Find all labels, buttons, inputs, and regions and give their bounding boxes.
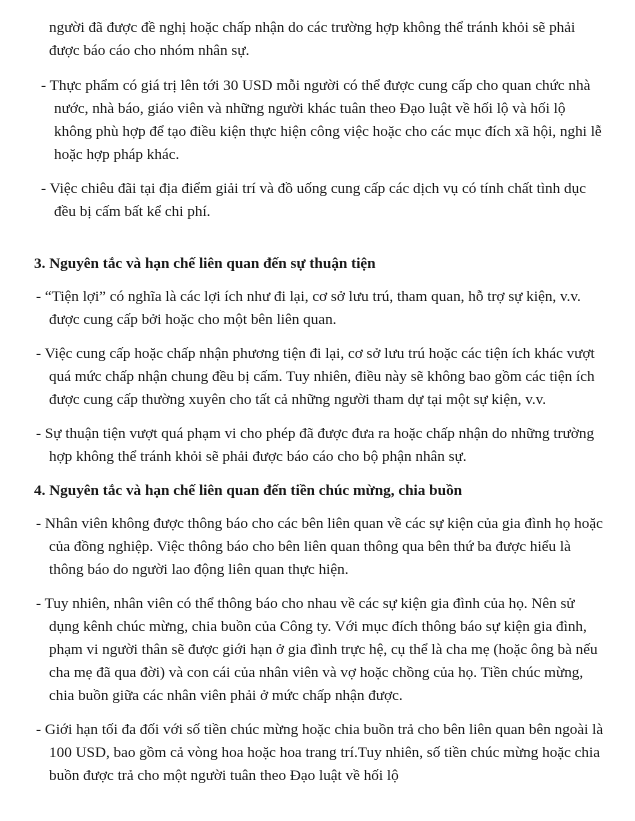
list-item: - Nhân viên không được thông báo cho các bên liên quan về các sự kiện của gia đình họ hoặc của đồng nghiệp. Việc thông báo cho bên liên quan thông qua bên thứ ba được hiểu là thông báo do người lao động liên quan thực hiện. [36, 515, 603, 578]
list-item: - Việc chiêu đãi tại địa điểm giải trí và đồ uống cung cấp các dịch vụ có tính chất tình dục đều bị cấm bất kể chi phí. [41, 180, 586, 220]
list-item: - Giới hạn tối đa đối với số tiền chúc mừng hoặc chia buồn trả cho bên liên quan bên ngoài là 100 USD, bao gồm cả vòng hoa hoặc hoa trang trí.Tuy nhiên, số tiền chúc mừng hoặc chia buồn được trả cho một người tuân theo Đạo luật về hối lộ [36, 721, 604, 784]
section-heading: 4. Nguyên tắc và hạn chế liên quan đến tiền chúc mừng, chia buồn [34, 482, 463, 499]
list-item: - Sự thuận tiện vượt quá phạm vi cho phép đã được đưa ra hoặc chấp nhận do những trường hợp không thể tránh khỏi sẽ phải được báo cáo cho bộ phận nhân sự. [36, 425, 595, 465]
list-item: - Việc cung cấp hoặc chấp nhận phương tiện đi lại, cơ sở lưu trú hoặc các tiện ích khác vượt quá mức chấp nhận chung đều bị cấm. Tuy nhiên, điều này sẽ không bao gồm các tiện ích được cung cấp thường xuyên cho tất cả những người tham dự tại một sự kiện, v.v. [36, 345, 595, 408]
spacer [34, 234, 605, 252]
list-item: - “Tiện lợi” có nghĩa là các lợi ích như đi lại, cơ sở lưu trú, tham quan, hỗ trợ sự kiện, v.v. được cung cấp bởi hoặc cho một bên liên quan. [36, 288, 581, 328]
list-item: - Tuy nhiên, nhân viên có thể thông báo cho nhau về các sự kiện gia đình của họ. Nên sử dụng kênh chúc mừng, chia buồn của Công ty. Với mục đích thông báo sự kiện gia đình, phạm vi người thân sẽ được giới hạn ở gia đình trực hệ, cụ thể là cha mẹ (hoặc ông bà nếu cha mẹ đã qua đời) và con cái của nhân viên và vợ hoặc chồng của họ. Tiền chúc mừng, chia buồn giữa các nhân viên phải ở mức chấp nhận được. [36, 595, 598, 704]
section-heading: 3. Nguyên tắc và hạn chế liên quan đến sự thuận tiện [34, 255, 376, 272]
list-item: - Thực phẩm có giá trị lên tới 30 USD mỗi người có thể được cung cấp cho quan chức nhà nước, nhà báo, giáo viên và những người khác tuân theo Đạo luật về hối lộ và hối lộ không phù hợp để tạo điều kiện thực hiện công việc hoặc cho các mục đích xã hội, nghi lễ hoặc hợp pháp khác. [41, 77, 602, 163]
continuation-paragraph: người đã được đề nghị hoặc chấp nhận do các trường hợp không thể tránh khỏi sẽ phải được báo cáo cho nhóm nhân sự. [49, 19, 576, 59]
